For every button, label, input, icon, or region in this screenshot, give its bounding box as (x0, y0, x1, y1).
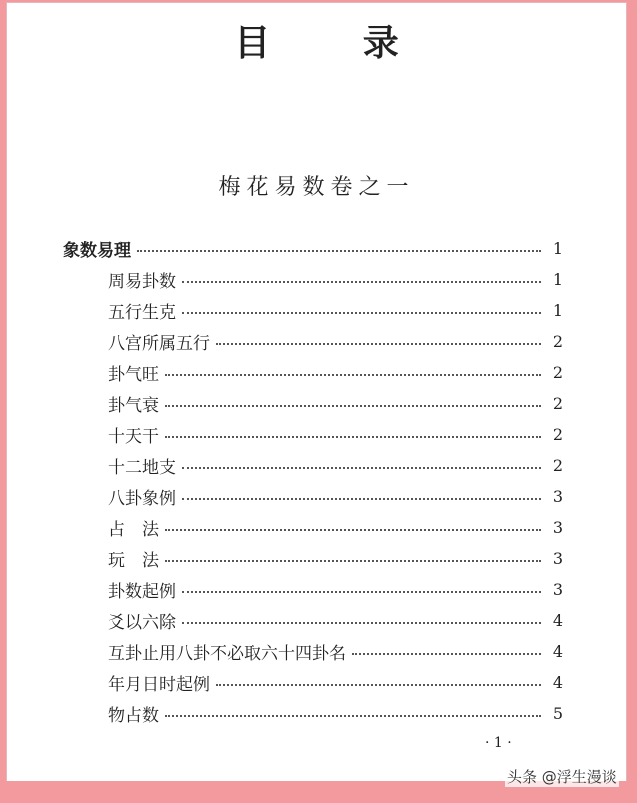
toc-entry-page: 3 (552, 580, 563, 599)
toc-entry-label: 五行生克 (108, 303, 176, 323)
toc-entry (63, 264, 563, 295)
toc-entry (63, 357, 563, 388)
toc-entry-page: 1 (552, 239, 563, 258)
toc-dot-leader (182, 614, 541, 624)
toc-dot-leader (182, 490, 541, 500)
toc-entry-label: 玩 法 (108, 551, 159, 571)
toc-entry-label: 八宫所属五行 (108, 334, 210, 354)
toc-entry-page: 2 (552, 332, 563, 351)
toc-entry (63, 667, 563, 698)
toc-entry (63, 326, 563, 357)
toc-entry-label: 十天干 (108, 427, 159, 447)
toc-dot-leader (182, 273, 541, 283)
toc-entry (63, 295, 563, 326)
toc-dot-leader (137, 242, 541, 252)
toc-entry-page: 4 (552, 642, 563, 661)
table-of-contents (63, 233, 563, 729)
toc-entry-label: 年月日时起例 (108, 675, 210, 695)
page-title: 目 录 (234, 23, 439, 64)
toc-entry (63, 512, 563, 543)
toc-dot-leader (165, 397, 541, 407)
toc-entry-label: 卦数起例 (108, 582, 176, 602)
toc-entry-label: 周易卦数 (108, 272, 176, 292)
toc-entry-page: 2 (552, 363, 563, 382)
toc-dot-leader (216, 335, 541, 345)
toc-entry-label: 爻以六除 (108, 613, 176, 633)
toc-entry (63, 481, 563, 512)
footer-page-number: · 1 · (485, 735, 512, 751)
toc-entry (63, 233, 563, 264)
toc-entry-label: 互卦止用八卦不必取六十四卦名 (108, 644, 346, 664)
toc-entry-label: 物占数 (108, 706, 159, 726)
toc-entry (63, 605, 563, 636)
toc-entry-page: 2 (552, 425, 563, 444)
toc-entry-label: 八卦象例 (108, 489, 176, 509)
toc-entry-page: 2 (552, 456, 563, 475)
toc-dot-leader (165, 521, 541, 531)
toc-entry-label: 卦气衰 (108, 396, 159, 416)
watermark: 头条 @浮生漫谈 (507, 768, 617, 786)
toc-entry (63, 450, 563, 481)
toc-entry-page: 1 (552, 301, 563, 320)
toc-entry-label: 十二地支 (108, 458, 176, 478)
toc-dot-leader (352, 645, 541, 655)
toc-entry (63, 419, 563, 450)
document-page (6, 2, 627, 783)
toc-dot-leader (165, 366, 541, 376)
toc-entry (63, 543, 563, 574)
toc-entry-page: 4 (552, 673, 563, 692)
toc-entry-page: 3 (552, 549, 563, 568)
toc-entry-label: 占 法 (108, 520, 159, 540)
toc-dot-leader (182, 583, 541, 593)
toc-entry (63, 636, 563, 667)
toc-dot-leader (165, 428, 541, 438)
toc-entry-page: 4 (552, 611, 563, 630)
toc-dot-leader (165, 707, 541, 717)
toc-entry (63, 698, 563, 729)
toc-dot-leader (216, 676, 541, 686)
toc-dot-leader (182, 304, 541, 314)
toc-entry (63, 574, 563, 605)
toc-entry-page: 1 (552, 270, 563, 289)
toc-entry-page: 2 (552, 394, 563, 413)
toc-entry-page: 5 (552, 704, 563, 723)
toc-entry-label: 象数易理 (63, 241, 131, 261)
volume-heading: 梅花易数卷之一 (218, 175, 415, 200)
toc-entry-label: 卦气旺 (108, 365, 159, 385)
toc-entry (63, 388, 563, 419)
toc-dot-leader (182, 459, 541, 469)
toc-dot-leader (165, 552, 541, 562)
toc-entry-page: 3 (552, 487, 563, 506)
toc-entry-page: 3 (552, 518, 563, 537)
